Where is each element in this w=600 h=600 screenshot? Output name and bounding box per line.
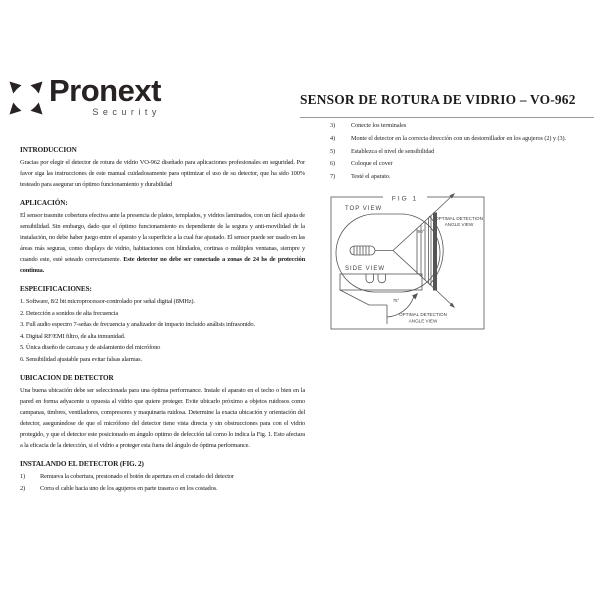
install-item-number: 2) [20,484,26,492]
install-item-text: Remueva la cobertura, presionado el botón de apertura en el costado del detector [40,473,234,480]
section-especificaciones [20,285,305,365]
step-number: 7) [330,173,336,181]
install-item [20,471,305,483]
spec-item: 2. Detección a sonidos de alta frecuencia [20,309,119,317]
left-column [20,146,305,494]
step-item [330,160,598,167]
step-text: Monte el detector en la correcta dirección con un destornillador en los agujeros (2) y (3). [351,134,567,142]
section-heading: APLICACIÓN: [20,199,68,207]
section-heading: INTRODUCCION [20,146,77,154]
section-body-text: El sensor trasmite cobertura efectiva ante la presencia de platos, templados, y vidrios laminados, con un fácil ajusta de sensibilidad. Sin embargo, dado que el óptimo funcionamiento es dependiente de la segura y anti-movilidad de la instalación, no debe haber juego entre el aparato y la superficie a la cual fue ajustado. El sensor puede ser usado en las áreas más seguras, como displays de vidrio, habitaciones con blindados, cortinas o múltiples ventanas, siempre y cuando este, esté seteado correctamente. [20,212,305,263]
step-number: 3) [330,122,336,129]
top-view-label: TOP VIEW [345,206,383,212]
brand-tagline: Security [92,107,161,117]
pronext-logo-icon [8,76,44,120]
top-angle-value: 90° [417,229,425,234]
step-item [330,173,598,180]
figure-1-diagram [330,189,486,337]
detector-side-view-plate [340,274,422,290]
side-view-label: SIDE VIEW [345,266,386,272]
step-text: Coloque el cover [351,160,393,168]
spec-item: 1. Software, 8/2 bit microprocessor-controlado por señal digital (8MHz). [20,298,195,305]
section-heading: ESPECIFICACIONES: [20,285,92,293]
spec-item: 6. Sensibilidad ajustable para evitar falsas alarmas. [20,355,142,363]
angle-view-label: ANGLE VIEW [408,318,438,324]
mounting-slots [366,274,386,283]
spec-list [20,296,305,365]
optimal-detection-label: OPTIMAL DETECTION [435,216,483,221]
section-body: Gracias por elegir el detector de rotura de vidrio VO-962 diseñado para aplicaciones profesionales en seguridad. Por favor siga las instrucciones de este manual cuidadosamente para optimizar el uso de su detector, que ha sido 100% testeado para asegurar un óptimo funcionamiento y durabilidad [20,159,305,188]
section-heading: INSTALANDO EL DETECTOR (FIG. 2) [20,460,144,468]
step-item [330,122,598,129]
step-number: 5) [330,147,336,155]
logo-text [49,73,161,117]
step-text: Conecte los terminales [351,122,407,129]
section-body: Una buena ubicación debe ser seleccionada para una óptima performance. Instale el aparato en el techo o bien en la pared en forma adyacente u opuesta al vidrio que quiere proteger. Evite ubicarlo próximo a objetos ruidosos como campanas, timbres, ventiladores, compresores y maquinaria ruidosa. Determine la exacta ubicación y orientación del detector, asegurándose de que el micrófono del detector tiene vista directa y sin obstrucciones para con el vidrio protegido, y que el detector este posicionado en ángulo optimo de defección tal como lo indica la Fig. 1. Esto afectara a la eficacia de la detección, si el vidrio a proteger esta fuera del ángulo de óptima performance. [20,387,305,449]
section-ubicacion [20,374,305,451]
angle-view-label: ANGLE VIEW [444,222,474,227]
detector-top-view-housing [336,214,440,292]
section-heading: UBICACION DE DETECTOR [20,374,114,382]
pronext-logo [8,73,161,120]
section-introduccion [20,146,305,190]
optimal-detection-label: OPTIMAL DETECTION [399,312,447,317]
microphone-hatching [354,246,369,255]
figure-1 [330,189,486,337]
step-number: 4) [330,134,336,142]
title-block [300,92,594,118]
doc-title: SENSOR DE ROTURA DE VIDRIO – VO-962 [300,92,576,107]
section-body [20,210,305,276]
step-number: 6) [330,160,336,168]
cone-mouth-band [433,213,437,291]
section-aplicacion [20,199,305,276]
section-body-bold: Este detector no debe ser conectado a zonas de 24 hs de protección continua. [20,256,305,274]
spec-item: 4. Digital RF/EMI filtro, de alta inmunidad. [20,332,126,340]
side-angle-value: 75° [392,298,400,303]
step-text: Testé el aparato. [351,173,391,181]
install-item-text: Corra el cable hacia uno de los agujeros en parte trasera o en los costados. [40,484,218,492]
step-item [330,148,598,155]
brand-name: Pronext [49,73,161,108]
spec-item: 3. Full audio espectro 7-señas de frecuencia y analizador de impacto incluido análisis infrasonido. [20,321,255,328]
step-text: Establezca el nivel de sensibilidad [351,147,435,155]
figure-caption: FIG 1 [391,195,419,203]
step-item [330,135,598,142]
installation-steps-list [330,122,598,186]
spec-item: 5. Única diseño de carcasa y de aislamiento del micrófono [20,344,161,351]
install-item-number: 1) [20,473,26,480]
section-instalando [20,460,305,494]
install-item [20,483,305,495]
